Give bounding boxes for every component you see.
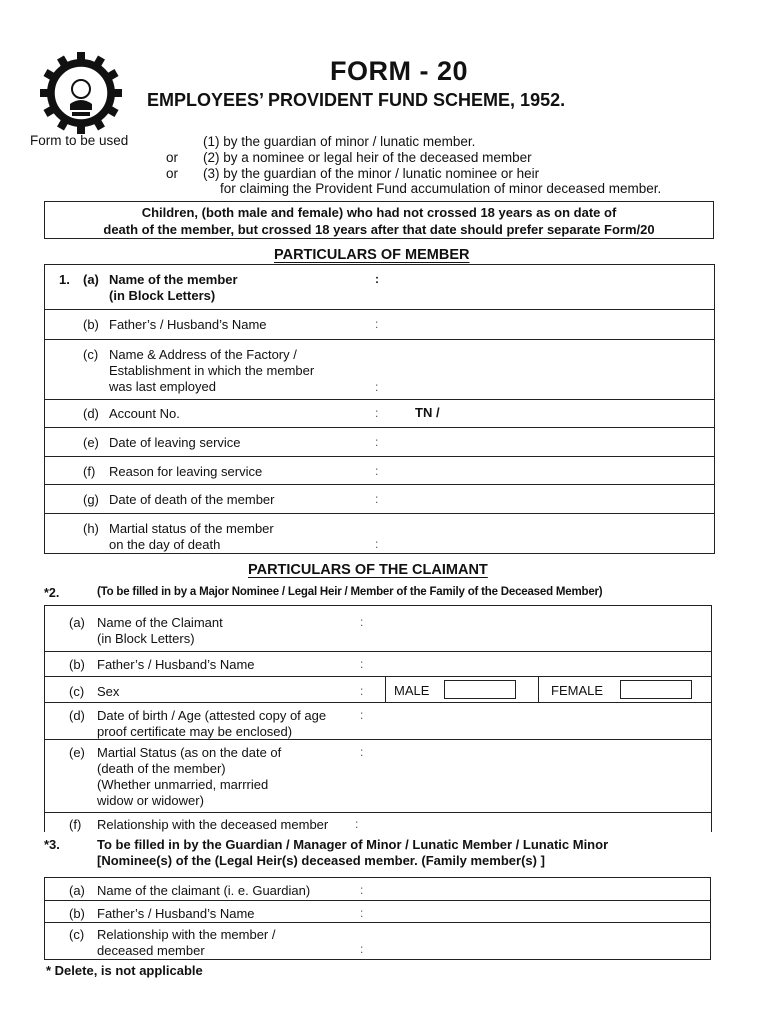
death-date-label: Date of death of the member [109, 492, 275, 507]
guardian-name-label: Name of the claimant (i. e. Guardian) [97, 883, 311, 898]
usage-line-4: for claiming the Provident Fund accumulation of minor deceased member. [220, 181, 662, 196]
account-no-prefix: TN / [415, 405, 440, 420]
leaving-reason-label: Reason for leaving service [109, 464, 263, 479]
scheme-title: EMPLOYEES’ PROVIDENT FUND SCHEME, 1952. [147, 90, 566, 110]
member-name-sublabel: (in Block Letters) [109, 288, 216, 303]
claimant-marital-label-3: (Whether unmarried, marrried [97, 777, 269, 792]
claimant-marital-field[interactable] [375, 743, 700, 809]
colon: : [375, 537, 379, 551]
colon: : [375, 317, 379, 331]
children-note-box [44, 201, 714, 239]
row-letter: (a) [69, 615, 85, 630]
guardian-relationship-label-2: deceased member [97, 943, 205, 958]
establishment-field[interactable] [390, 346, 700, 394]
guardian-row-a [45, 878, 710, 900]
claimant-father-field[interactable] [375, 654, 700, 674]
usage-line-2: (2) by a nominee or legal heir of the deceased member [203, 150, 532, 165]
row-letter: (f) [69, 817, 82, 832]
guardian-relationship-field[interactable] [375, 925, 700, 957]
row-letter: (b) [83, 317, 99, 332]
member-row-b [45, 309, 714, 340]
guardian-relationship-label-1: Relationship with the member / [97, 927, 276, 942]
usage-or-2: or [166, 166, 179, 181]
row-letter: (e) [69, 745, 85, 760]
claimant-name-sublabel: (in Block Letters) [97, 631, 195, 646]
colon: : [375, 492, 379, 506]
death-date-field[interactable] [390, 489, 700, 511]
member-table [44, 264, 715, 554]
colon: : [360, 745, 364, 759]
male-checkbox[interactable] [444, 680, 516, 699]
usage-or-1: or [166, 150, 179, 165]
member-name-field[interactable] [390, 271, 700, 301]
sex-label: Sex [97, 684, 120, 699]
claimant-row-d [45, 702, 711, 740]
row-letter: (a) [83, 272, 99, 287]
leaving-reason-field[interactable] [390, 461, 700, 483]
leaving-date-field[interactable] [390, 432, 700, 454]
row-letter: (b) [69, 906, 85, 921]
marital-status-field[interactable] [390, 518, 700, 550]
colon: : [375, 435, 379, 449]
colon: : [375, 272, 379, 286]
row-letter: (c) [69, 927, 85, 942]
member-row-a [45, 265, 714, 309]
guardian-father-label: Father’s / Husband’s Name [97, 906, 255, 921]
colon: : [360, 942, 364, 956]
claimant-marital-label-2: (death of the member) [97, 761, 226, 776]
claimant-section-heading: PARTICULARS OF THE CLAIMANT [248, 562, 488, 578]
leaving-date-label: Date of leaving service [109, 435, 241, 450]
member-row-h [45, 513, 714, 554]
sex-divider-right [538, 677, 539, 703]
member-name-label: Name of the member [109, 272, 238, 287]
usage-intro: Form to be used [30, 133, 129, 148]
establishment-label-2: Establishment in which the member [109, 363, 315, 378]
claimant-name-label: Name of the Claimant [97, 615, 223, 630]
usage-line-3: (3) by the guardian of the minor / lunatic nominee or heir [203, 166, 540, 181]
guardian-row-b [45, 900, 710, 923]
claimant-name-field[interactable] [375, 612, 700, 644]
colon: : [355, 817, 359, 831]
row-letter: (e) [83, 435, 99, 450]
account-no-field[interactable] [450, 403, 700, 425]
member-row-f [45, 456, 714, 485]
claimant-marital-label-1: Martial Status (as on the date of [97, 745, 282, 760]
colon: : [360, 657, 364, 671]
guardian-instruction-2: [Nominee(s) of the (Legal Heir(s) deceased member. (Family member(s) ] [97, 853, 545, 868]
claimant-instruction: (To be filled in by a Major Nominee / Legal Heir / Member of the Family of the Deceased Member) [97, 586, 603, 598]
item-number-3: *3. [44, 837, 60, 852]
establishment-label-1: Name & Address of the Factory / [109, 347, 297, 362]
member-father-label: Father’s / Husband’s Name [109, 317, 267, 332]
item-number-2: *2. [44, 586, 60, 600]
member-section-heading: PARTICULARS OF MEMBER [274, 247, 470, 263]
relationship-field[interactable] [370, 814, 700, 832]
member-row-g [45, 484, 714, 514]
member-father-field[interactable] [390, 314, 700, 336]
colon: : [375, 406, 379, 420]
note-line-2: death of the member, but crossed 18 years after that date should prefer separate Form/20 [103, 222, 655, 237]
establishment-label-3: was last employed [109, 379, 216, 394]
member-row-c [45, 339, 714, 400]
colon: : [375, 464, 379, 478]
claimant-row-f [45, 812, 711, 834]
claimant-row-b [45, 651, 711, 677]
colon: : [360, 708, 364, 722]
usage-line-1: (1) by the guardian of minor / lunatic member. [203, 134, 476, 149]
row-letter: (f) [83, 464, 96, 479]
male-label: MALE [394, 683, 430, 698]
dob-field[interactable] [375, 706, 700, 736]
female-checkbox[interactable] [620, 680, 692, 699]
guardian-name-field[interactable] [375, 880, 700, 898]
member-row-e [45, 427, 714, 457]
row-letter: (d) [83, 406, 99, 421]
row-letter: (c) [83, 347, 99, 362]
colon: : [360, 883, 364, 897]
colon: : [360, 615, 364, 629]
colon: : [360, 684, 364, 698]
row-letter: (g) [83, 492, 99, 507]
claimant-row-e [45, 739, 711, 813]
guardian-father-field[interactable] [375, 903, 700, 921]
guardian-instruction-1: To be filled in by the Guardian / Manager of Minor / Lunatic Member / Lunatic Minor [97, 837, 609, 852]
row-letter: (a) [69, 883, 85, 898]
marital-status-label-1: Martial status of the member [109, 521, 274, 536]
guardian-row-c [45, 922, 710, 960]
row-letter: (h) [83, 521, 99, 536]
sex-divider-left [385, 677, 386, 703]
dob-label-2: proof certificate may be enclosed) [97, 724, 293, 739]
row-letter: (b) [69, 657, 85, 672]
claimant-marital-label-4: widow or widower) [97, 793, 204, 808]
form-title: FORM - 20 [329, 56, 468, 86]
colon: : [375, 380, 379, 394]
row-letter: (c) [69, 684, 85, 699]
account-no-label: Account No. [109, 406, 180, 421]
female-label: FEMALE [551, 683, 604, 698]
claimant-father-label: Father’s / Husband’s Name [97, 657, 255, 672]
claimant-table [44, 605, 712, 832]
item-number: 1. [59, 272, 70, 287]
member-row-d [45, 399, 714, 428]
claimant-row-c [45, 676, 711, 703]
dob-label-1: Date of birth / Age (attested copy of age [97, 708, 327, 723]
guardian-table [44, 877, 711, 960]
row-letter: (d) [69, 708, 85, 723]
delete-note: * Delete, is not applicable [46, 963, 203, 978]
colon: : [360, 906, 364, 920]
relationship-label: Relationship with the deceased member [97, 817, 329, 832]
claimant-row-a [45, 606, 711, 651]
note-line-1: Children, (both male and female) who had not crossed 18 years as on date of [141, 205, 617, 220]
marital-status-label-2: on the day of death [109, 537, 221, 552]
